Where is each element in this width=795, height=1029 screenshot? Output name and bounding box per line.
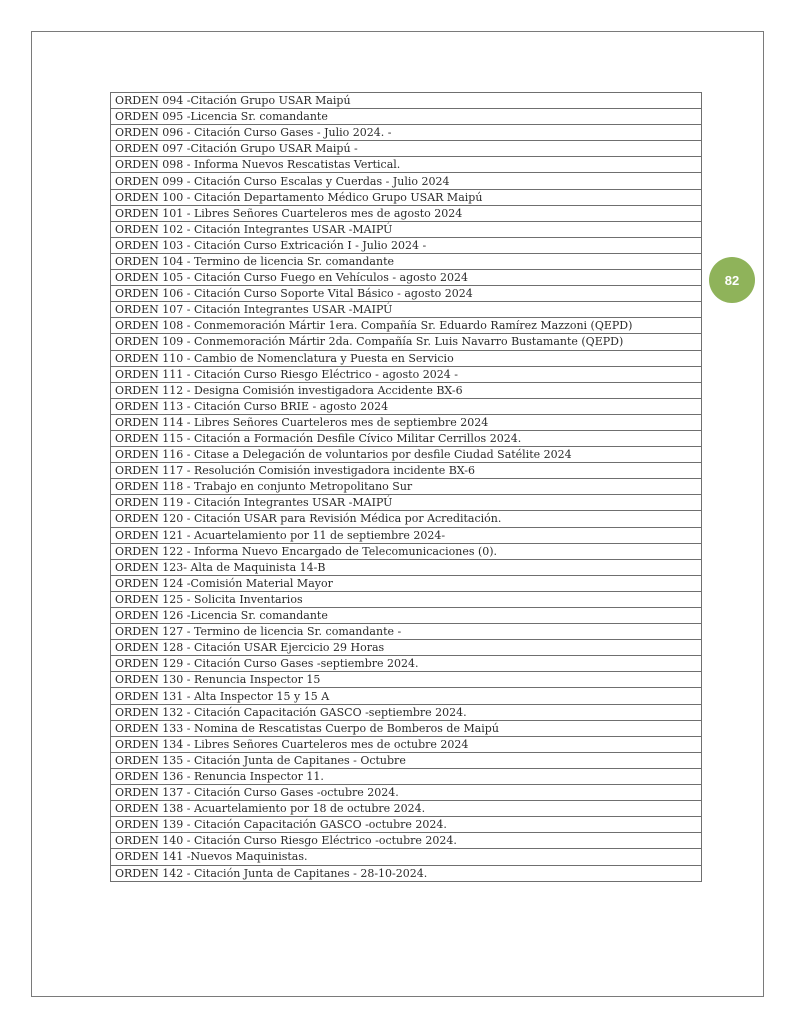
table-row [111,736,702,752]
order-cell: ORDEN 100 - Citación Departamento Médico Grupo USAR Maipú [111,189,702,205]
table-row [111,173,702,189]
order-cell: ORDEN 119 - Citación Integrantes USAR -MAIPÚ [111,495,702,511]
order-cell: ORDEN 104 - Termino de licencia Sr. comandante [111,253,702,269]
table-row [111,253,702,269]
table-row [111,157,702,173]
order-cell: ORDEN 102 - Citación Integrantes USAR -MAIPÚ [111,221,702,237]
order-cell: ORDEN 107 - Citación Integrantes USAR -MAIPÚ [111,302,702,318]
table-row [111,334,702,350]
table-row [111,205,702,221]
order-cell: ORDEN 111 - Citación Curso Riesgo Eléctrico - agosto 2024 - [111,366,702,382]
table-row [111,479,702,495]
table-row [111,575,702,591]
table-row [111,543,702,559]
table-row [111,366,702,382]
order-cell: ORDEN 114 - Libres Señores Cuarteleros mes de septiembre 2024 [111,414,702,430]
order-cell: ORDEN 125 - Solicita Inventarios [111,591,702,607]
table-row [111,640,702,656]
table-row [111,221,702,237]
table-row [111,672,702,688]
orders-table-body [111,93,702,882]
table-row [111,109,702,125]
table-row [111,624,702,640]
order-cell: ORDEN 131 - Alta Inspector 15 y 15 A [111,688,702,704]
table-row [111,527,702,543]
table-row [111,495,702,511]
order-cell: ORDEN 135 - Citación Junta de Capitanes - Octubre [111,752,702,768]
order-cell: ORDEN 132 - Citación Capacitación GASCO -septiembre 2024. [111,704,702,720]
table-row [111,141,702,157]
order-cell: ORDEN 129 - Citación Curso Gases -septiembre 2024. [111,656,702,672]
table-row [111,591,702,607]
table-row [111,656,702,672]
table-row [111,270,702,286]
order-cell: ORDEN 121 - Acuartelamiento por 11 de septiembre 2024- [111,527,702,543]
order-cell: ORDEN 126 -Licencia Sr. comandante [111,608,702,624]
table-row [111,817,702,833]
order-cell: ORDEN 095 -Licencia Sr. comandante [111,109,702,125]
order-cell: ORDEN 112 - Designa Comisión investigadora Accidente BX-6 [111,382,702,398]
table-row [111,237,702,253]
order-cell: ORDEN 116 - Citase a Delegación de voluntarios por desfile Ciudad Satélite 2024 [111,447,702,463]
page-number-badge [709,257,755,303]
order-cell: ORDEN 139 - Citación Capacitación GASCO -octubre 2024. [111,817,702,833]
table-row [111,833,702,849]
table-row [111,608,702,624]
order-cell: ORDEN 123- Alta de Maquinista 14-B [111,559,702,575]
table-row [111,286,702,302]
order-cell: ORDEN 113 - Citación Curso BRIE - agosto 2024 [111,398,702,414]
order-cell: ORDEN 140 - Citación Curso Riesgo Eléctrico -octubre 2024. [111,833,702,849]
table-row [111,318,702,334]
order-cell: ORDEN 109 - Conmemoración Mártir 2da. Compañía Sr. Luis Navarro Bustamante (QEPD) [111,334,702,350]
table-row [111,414,702,430]
table-row [111,93,702,109]
table-row [111,752,702,768]
table-row [111,865,702,881]
table-row [111,382,702,398]
order-cell: ORDEN 106 - Citación Curso Soporte Vital Básico - agosto 2024 [111,286,702,302]
order-cell: ORDEN 115 - Citación a Formación Desfile Cívico Militar Cerrillos 2024. [111,430,702,446]
table-row [111,849,702,865]
table-row [111,430,702,446]
table-row [111,463,702,479]
table-row [111,768,702,784]
order-cell: ORDEN 118 - Trabajo en conjunto Metropolitano Sur [111,479,702,495]
order-cell: ORDEN 136 - Renuncia Inspector 11. [111,768,702,784]
order-cell: ORDEN 120 - Citación USAR para Revisión Médica por Acreditación. [111,511,702,527]
table-row [111,704,702,720]
table-row [111,447,702,463]
order-cell: ORDEN 103 - Citación Curso Extricación I - Julio 2024 - [111,237,702,253]
page-number: 82 [724,272,740,288]
order-cell: ORDEN 108 - Conmemoración Mártir 1era. Compañía Sr. Eduardo Ramírez Mazzoni (QEPD) [111,318,702,334]
order-cell: ORDEN 142 - Citación Junta de Capitanes - 28-10-2024. [111,865,702,881]
order-cell: ORDEN 117 - Resolución Comisión investigadora incidente BX-6 [111,463,702,479]
table-row [111,720,702,736]
order-cell: ORDEN 110 - Cambio de Nomenclatura y Puesta en Servicio [111,350,702,366]
table-row [111,511,702,527]
order-cell: ORDEN 096 - Citación Curso Gases - Julio 2024. - [111,125,702,141]
order-cell: ORDEN 122 - Informa Nuevo Encargado de Telecomunicaciones (0). [111,543,702,559]
order-cell: ORDEN 098 - Informa Nuevos Rescatistas Vertical. [111,157,702,173]
order-cell: ORDEN 094 -Citación Grupo USAR Maipú [111,93,702,109]
order-cell: ORDEN 134 - Libres Señores Cuarteleros mes de octubre 2024 [111,736,702,752]
order-cell: ORDEN 138 - Acuartelamiento por 18 de octubre 2024. [111,801,702,817]
table-row [111,189,702,205]
table-row [111,785,702,801]
table-row [111,688,702,704]
table-row [111,125,702,141]
order-cell: ORDEN 101 - Libres Señores Cuarteleros mes de agosto 2024 [111,205,702,221]
orders-table [110,92,702,882]
order-cell: ORDEN 128 - Citación USAR Ejercicio 29 Horas [111,640,702,656]
order-cell: ORDEN 124 -Comisión Material Mayor [111,575,702,591]
order-cell: ORDEN 127 - Termino de licencia Sr. comandante - [111,624,702,640]
order-cell: ORDEN 097 -Citación Grupo USAR Maipú - [111,141,702,157]
table-row [111,350,702,366]
order-cell: ORDEN 137 - Citación Curso Gases -octubre 2024. [111,785,702,801]
order-cell: ORDEN 133 - Nomina de Rescatistas Cuerpo de Bomberos de Maipú [111,720,702,736]
table-row [111,398,702,414]
order-cell: ORDEN 099 - Citación Curso Escalas y Cuerdas - Julio 2024 [111,173,702,189]
table-row [111,801,702,817]
table-row [111,559,702,575]
order-cell: ORDEN 105 - Citación Curso Fuego en Vehículos - agosto 2024 [111,270,702,286]
order-cell: ORDEN 141 -Nuevos Maquinistas. [111,849,702,865]
order-cell: ORDEN 130 - Renuncia Inspector 15 [111,672,702,688]
table-row [111,302,702,318]
